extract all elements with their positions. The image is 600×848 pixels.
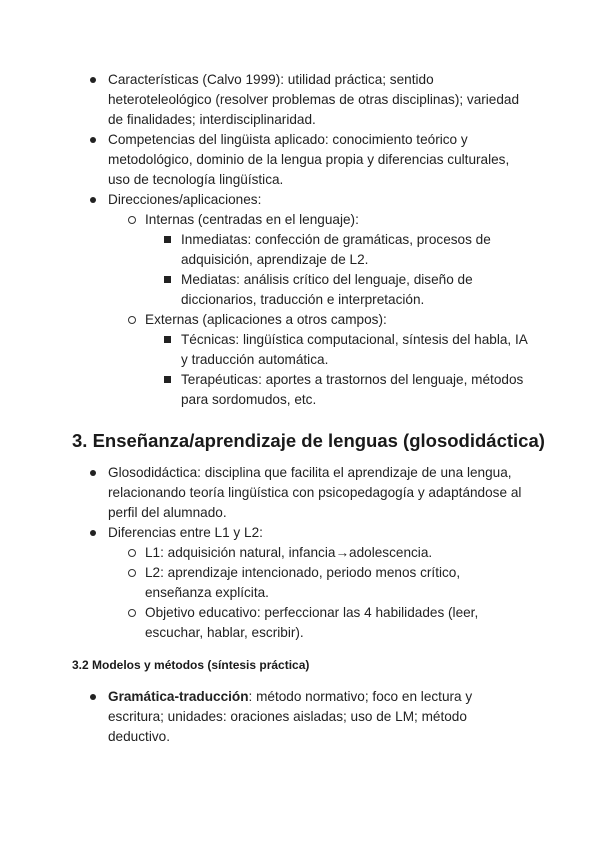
list-item-externas: Externas (aplicaciones a otros campos): Técnicas: lingüística computacional, síntesis del habla, IA y traducción automática. Terapéuticas: aportes a trastornos del lenguaje, métodos para sordomudos, etc. bbox=[0, 310, 530, 410]
section-3-2-heading: 3.2 Modelos y métodos (síntesis práctica) bbox=[72, 658, 310, 672]
section-3-list bbox=[0, 463, 600, 643]
list-item-caracteristicas: Características (Calvo 1999): utilidad práctica; sentido heteroteleológico (resolver problemas de otras disciplinas); variedad de finalidades; interdisciplinaridad. bbox=[0, 70, 600, 130]
section-3-heading: 3. Enseñanza/aprendizaje de lenguas (glosodidáctica) bbox=[72, 430, 545, 451]
list-item-internas: Internas (centradas en el lenguaje): Inmediatas: confección de gramáticas, procesos de adquisición, aprendizaje de L2. Mediatas: análisis crítico del lenguaje, diseño de diccionarios, traducción e interpretación. bbox=[0, 210, 530, 310]
list-item-mediatas: Mediatas: análisis crítico del lenguaje, diseño de diccionarios, traducción e interpretación. bbox=[0, 270, 530, 310]
list-item-glosodidactica: Glosodidáctica: disciplina que facilita el aprendizaje de una lengua, relacionando teoría lingüística con psicopedagogía y adaptándose al perfil del alumnado. bbox=[0, 463, 600, 523]
list-item-tecnicas: Técnicas: lingüística computacional, síntesis del habla, IA y traducción automática. bbox=[0, 330, 530, 370]
list-item-l2: L2: aprendizaje intencionado, periodo menos crítico, enseñanza explícita. bbox=[0, 563, 530, 603]
list-item-terapeuticas: Terapéuticas: aportes a trastornos del lenguaje, métodos para sordomudos, etc. bbox=[0, 370, 530, 410]
list-item-direcciones: Direcciones/aplicaciones: Internas (centradas en el lenguaje): Inmediatas: confección de gramáticas, procesos de adquisición, aprendizaje de L2. Mediatas: análisis crítico del lenguaje, diseño de diccionarios, traducción e interpretación. Externas (aplicaciones a otros campos): Técnicas: lingüística computacional, síntesis del habla, IA y traducción automática. Terapéuticas: aportes a trastornos del lenguaje, métodos para sordomudos, etc. bbox=[0, 190, 600, 410]
section-3-2-list bbox=[0, 687, 600, 747]
list-item-competencias: Competencias del lingüista aplicado: conocimiento teórico y metodológico, dominio de la lengua propia y diferencias culturales, uso de tecnología lingüística. bbox=[0, 130, 600, 190]
list-item-diferencias: Diferencias entre L1 y L2: L1: adquisición natural, infancia→adolescencia. L2: aprendizaje intencionado, periodo menos crítico, enseñanza explícita. Objetivo educativo: perfeccionar las 4 habilidades (leer, escuchar, hablar, escribir). bbox=[0, 523, 600, 643]
list-item-objetivo: Objetivo educativo: perfeccionar las 4 habilidades (leer, escuchar, hablar, escribir). bbox=[0, 603, 530, 643]
section-3-2-heading-wrap bbox=[0, 657, 600, 673]
list-item-l1: L1: adquisición natural, infancia→adolescencia. bbox=[0, 543, 530, 563]
list-item-inmediatas: Inmediatas: confección de gramáticas, procesos de adquisición, aprendizaje de L2. bbox=[0, 230, 530, 270]
applied-linguistics-list bbox=[0, 70, 600, 410]
section-3-heading-wrap bbox=[0, 429, 600, 453]
list-item-gramatica-traduccion: Gramática-traducción: método normativo; foco en lectura y escritura; unidades: oraciones aisladas; uso de LM; método deductivo. bbox=[0, 687, 600, 747]
